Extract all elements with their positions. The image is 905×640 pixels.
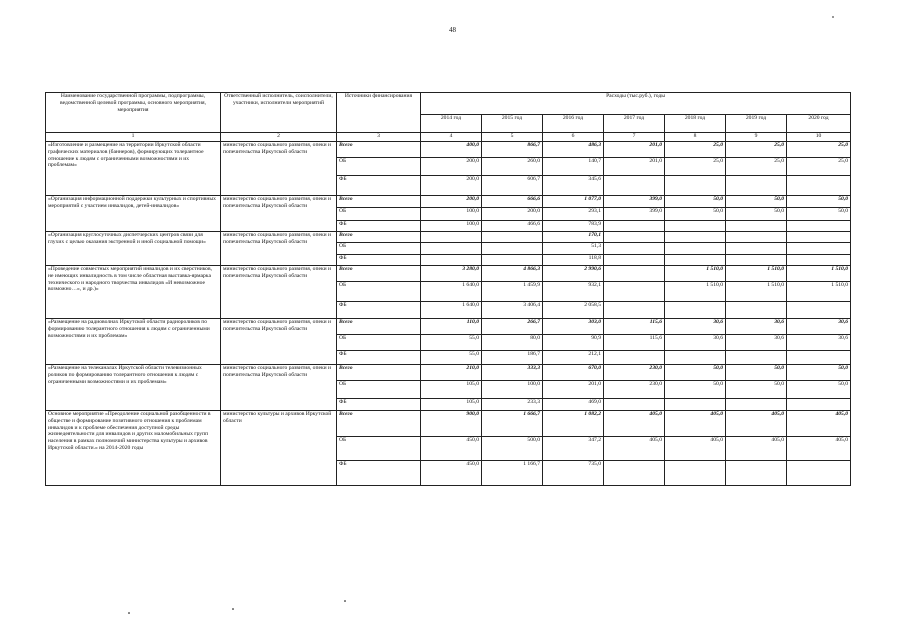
- expense-value: 30,6: [787, 319, 851, 335]
- activity-executor: министерство культуры и архивов Иркутской области: [221, 411, 337, 486]
- expense-value: [604, 176, 665, 196]
- expense-value: 1 510,0: [787, 266, 851, 282]
- column-number: 4: [421, 133, 482, 142]
- expense-value: 1 082,2: [543, 411, 604, 437]
- expense-value: [726, 461, 787, 486]
- expense-value: 50,0: [726, 365, 787, 381]
- expense-value: 200,0: [421, 176, 482, 196]
- expense-value: 233,3: [482, 399, 543, 411]
- expenses-table: [45, 92, 851, 486]
- expense-value: 1 459,9: [482, 282, 543, 302]
- expense-value: [787, 176, 851, 196]
- funding-source: ФБ: [337, 351, 421, 365]
- expense-value: [665, 351, 726, 365]
- column-number: 2: [221, 133, 337, 142]
- expense-value: 303,0: [543, 319, 604, 335]
- expense-value: 25,0: [787, 142, 851, 158]
- expense-value: 1 640,0: [421, 302, 482, 319]
- expense-value: 783,9: [543, 221, 604, 232]
- expense-value: 200,0: [482, 208, 543, 221]
- expense-value: 293,1: [543, 208, 604, 221]
- funding-source: Всего: [337, 319, 421, 335]
- expense-value: 210,0: [421, 365, 482, 381]
- expense-value: [665, 232, 726, 243]
- expense-value: [604, 282, 665, 302]
- expense-value: 450,0: [421, 437, 482, 461]
- expense-value: 25,0: [665, 142, 726, 158]
- header-year: 2015 год: [482, 115, 543, 133]
- expense-value: [787, 302, 851, 319]
- expense-value: 118,8: [543, 255, 604, 266]
- expense-value: [421, 243, 482, 255]
- expense-value: 1 510,0: [726, 266, 787, 282]
- funding-source: ФБ: [337, 461, 421, 486]
- expense-value: 450,0: [421, 461, 482, 486]
- expense-value: [665, 302, 726, 319]
- activity-name: «Проведение совместных мероприятий инвалидов и их сверстников, не имеющих инвалидность в том числе областная выставка-ярмарка технического и народного творчества инвалидов «И невозможное возможно…», и др.)»: [46, 266, 221, 319]
- expense-value: [482, 255, 543, 266]
- expense-value: [665, 221, 726, 232]
- column-number: 3: [337, 133, 421, 142]
- expense-value: 230,0: [604, 381, 665, 399]
- expense-value: 201,0: [604, 158, 665, 176]
- expense-value: [726, 243, 787, 255]
- expense-value: 100,0: [482, 381, 543, 399]
- expense-value: 50,0: [665, 365, 726, 381]
- expense-value: 1 666,7: [482, 411, 543, 437]
- expense-value: 405,0: [665, 411, 726, 437]
- header-executor: Ответственный исполнитель, соисполнители, участники, исполнители мероприятий: [221, 93, 337, 133]
- expense-value: [726, 351, 787, 365]
- expense-value: 30,6: [665, 319, 726, 335]
- expense-value: 25,0: [726, 158, 787, 176]
- expense-value: 30,6: [787, 335, 851, 351]
- header-expenses: Расходы (тыс.руб.), годы: [421, 93, 851, 115]
- column-number: 6: [543, 133, 604, 142]
- expense-value: 469,0: [543, 399, 604, 411]
- funding-source: ОБ: [337, 437, 421, 461]
- table-row: [46, 365, 851, 381]
- table-row: [46, 196, 851, 208]
- expense-value: 399,0: [604, 196, 665, 208]
- expense-value: [482, 232, 543, 243]
- scan-speck: [832, 16, 834, 18]
- expense-value: 201,0: [604, 142, 665, 158]
- expense-value: 110,0: [421, 319, 482, 335]
- expense-value: 200,0: [421, 158, 482, 176]
- expense-value: [787, 243, 851, 255]
- expense-value: 80,0: [482, 335, 543, 351]
- scan-speck: [128, 612, 130, 614]
- expense-value: 399,0: [604, 208, 665, 221]
- expense-value: [604, 221, 665, 232]
- expense-value: 100,0: [421, 221, 482, 232]
- expense-value: 50,0: [787, 208, 851, 221]
- expense-value: 4 866,3: [482, 266, 543, 282]
- table-row: [46, 319, 851, 335]
- header-year: 2014 год: [421, 115, 482, 133]
- expense-value: 100,0: [421, 208, 482, 221]
- header-year: 2019 год: [726, 115, 787, 133]
- expense-value: 3 280,0: [421, 266, 482, 282]
- funding-source: ОБ: [337, 243, 421, 255]
- table-row: [46, 411, 851, 437]
- column-number: 5: [482, 133, 543, 142]
- expense-value: 260,0: [482, 158, 543, 176]
- expense-value: 1 510,0: [665, 282, 726, 302]
- expense-value: 466,6: [482, 221, 543, 232]
- expense-value: 405,0: [604, 411, 665, 437]
- scan-speck: [232, 608, 234, 610]
- activity-executor: министерство социального развития, опеки и попечительства Иркутской области: [221, 319, 337, 365]
- expense-value: 866,7: [482, 142, 543, 158]
- funding-source: ФБ: [337, 399, 421, 411]
- expense-value: 900,0: [421, 411, 482, 437]
- expense-value: [604, 243, 665, 255]
- expense-value: 105,0: [421, 399, 482, 411]
- expense-value: 2 058,5: [543, 302, 604, 319]
- funding-source: Всего: [337, 142, 421, 158]
- expense-value: [726, 176, 787, 196]
- expense-value: 405,0: [787, 437, 851, 461]
- expense-value: 25,0: [787, 158, 851, 176]
- expense-value: 932,1: [543, 282, 604, 302]
- funding-source: ОБ: [337, 282, 421, 302]
- header-year: 2016 год: [543, 115, 604, 133]
- header-year: 2020 год: [787, 115, 851, 133]
- expense-value: 670,0: [543, 365, 604, 381]
- header-name: Наименование государственной программы, подпрограммы, ведомственной целевой программы, основного мероприятия, мероприятия: [46, 93, 221, 133]
- table-row: [46, 142, 851, 158]
- activity-executor: министерство социального развития, опеки и попечительства Иркутской области: [221, 266, 337, 319]
- expense-value: 1 510,0: [726, 282, 787, 302]
- expense-value: 405,0: [726, 411, 787, 437]
- expense-value: 400,0: [421, 142, 482, 158]
- expense-value: 500,0: [482, 437, 543, 461]
- expense-value: [726, 255, 787, 266]
- expense-value: [726, 399, 787, 411]
- expense-value: [604, 399, 665, 411]
- expense-value: 345,6: [543, 176, 604, 196]
- expense-value: 50,0: [787, 196, 851, 208]
- expense-value: 51,3: [543, 243, 604, 255]
- expense-value: 1 166,7: [482, 461, 543, 486]
- activity-name: «Размещение на телеканалах Иркутской области телевизионных роликов по формированию толерантного отношения к людям с ограниченными возможностями и их проблемам»: [46, 365, 221, 411]
- activity-name: «Организация информационной поддержки культурных и спортивных мероприятий с участием инвалидов, детей-инвалидов»: [46, 196, 221, 232]
- funding-source: ФБ: [337, 176, 421, 196]
- funding-source: Всего: [337, 196, 421, 208]
- scan-speck: [344, 600, 346, 602]
- activity-name: «Организация круглосуточных диспетчерских центров связи для глухих с целью оказания экстренной и иной социальной помощи»: [46, 232, 221, 266]
- expense-value: 200,0: [421, 196, 482, 208]
- expense-value: [421, 255, 482, 266]
- expense-value: [604, 302, 665, 319]
- expense-value: 50,0: [665, 208, 726, 221]
- activity-name: «Размещение на радиоволнах Иркутской области радиороликов по формированию толерантного отношения к людям с ограниченными возможностями и их проблемам»: [46, 319, 221, 365]
- funding-source: ОБ: [337, 335, 421, 351]
- expense-value: 50,0: [787, 365, 851, 381]
- expense-value: [787, 461, 851, 486]
- funding-source: ФБ: [337, 221, 421, 232]
- expense-value: [665, 255, 726, 266]
- expense-value: [604, 255, 665, 266]
- expense-value: [726, 302, 787, 319]
- expense-value: 333,3: [482, 365, 543, 381]
- funding-source: ФБ: [337, 255, 421, 266]
- expense-value: 405,0: [604, 437, 665, 461]
- expense-value: 1 077,0: [543, 196, 604, 208]
- expense-value: 30,6: [665, 335, 726, 351]
- funding-source: ОБ: [337, 208, 421, 221]
- expense-value: [726, 232, 787, 243]
- funding-source: Всего: [337, 411, 421, 437]
- activity-name: «Изготовление и размещение на территории Иркутской области графических материалов (баннеров), формирующих толерантное отношение к людям с ограниченными возможностями и их проблемам»: [46, 142, 221, 196]
- expense-value: 30,6: [726, 335, 787, 351]
- expense-value: 1 510,0: [787, 282, 851, 302]
- funding-source: Всего: [337, 266, 421, 282]
- expense-value: 405,0: [726, 437, 787, 461]
- expense-value: 606,7: [482, 176, 543, 196]
- column-number: 1: [46, 133, 221, 142]
- table-row: [46, 266, 851, 282]
- expense-value: [482, 243, 543, 255]
- expense-value: 212,1: [543, 351, 604, 365]
- expense-value: 230,0: [604, 365, 665, 381]
- expense-value: 50,0: [726, 381, 787, 399]
- expense-value: 55,0: [421, 351, 482, 365]
- expense-value: [665, 461, 726, 486]
- expense-value: 2 990,6: [543, 266, 604, 282]
- column-number: 9: [726, 133, 787, 142]
- header-source: Источники финансирования: [337, 93, 421, 133]
- expense-value: 266,7: [482, 319, 543, 335]
- expense-value: 405,0: [787, 411, 851, 437]
- expense-value: [787, 399, 851, 411]
- expense-value: 25,0: [665, 158, 726, 176]
- expense-value: 25,0: [726, 142, 787, 158]
- column-number: 10: [787, 133, 851, 142]
- expense-value: [787, 351, 851, 365]
- expense-value: [604, 351, 665, 365]
- expense-value: 55,0: [421, 335, 482, 351]
- expense-value: 50,0: [665, 381, 726, 399]
- expense-value: [604, 461, 665, 486]
- expense-value: [787, 232, 851, 243]
- expense-value: 3 406,4: [482, 302, 543, 319]
- column-number: 7: [604, 133, 665, 142]
- funding-source: ФБ: [337, 302, 421, 319]
- expense-value: 201,0: [543, 381, 604, 399]
- expense-value: 50,0: [665, 196, 726, 208]
- expense-value: [665, 243, 726, 255]
- page-number: 48: [449, 26, 456, 34]
- funding-source: ОБ: [337, 381, 421, 399]
- expense-value: 30,6: [726, 319, 787, 335]
- expense-value: 50,0: [726, 208, 787, 221]
- activity-name: Основное мероприятие «Преодоление социальной разобщенности в обществе и формирование позитивного отношения к проблемам инвалидов и к проблеме обеспечения доступной среды жизнедеятельности для инвалидов и других маломобильных групп населения в рамках полномочий министерства культуры и архивов Иркутской области.» на 2014-2020 годы: [46, 411, 221, 486]
- expense-value: 115,6: [604, 319, 665, 335]
- expense-value: 90,9: [543, 335, 604, 351]
- expense-value: 50,0: [726, 196, 787, 208]
- expense-value: [665, 399, 726, 411]
- expense-value: [787, 221, 851, 232]
- expense-value: [604, 232, 665, 243]
- expense-value: 140,7: [543, 158, 604, 176]
- expense-value: 186,7: [482, 351, 543, 365]
- funding-source: ОБ: [337, 158, 421, 176]
- expense-value: 1 640,0: [421, 282, 482, 302]
- activity-executor: министерство социального развития, опеки и попечительства Иркутской области: [221, 232, 337, 266]
- activity-executor: министерство социального развития, опеки и попечительства Иркутской области: [221, 142, 337, 196]
- expense-value: [421, 232, 482, 243]
- expense-value: 115,6: [604, 335, 665, 351]
- expense-value: [665, 176, 726, 196]
- expense-value: 735,0: [543, 461, 604, 486]
- activity-executor: министерство социального развития, опеки и попечительства Иркутской области: [221, 365, 337, 411]
- funding-source: Всего: [337, 365, 421, 381]
- header-year: 2017 год: [604, 115, 665, 133]
- expense-value: 347,2: [543, 437, 604, 461]
- expense-value: 50,0: [787, 381, 851, 399]
- expense-value: 170,1: [543, 232, 604, 243]
- table-row: [46, 232, 851, 243]
- expense-value: 405,0: [665, 437, 726, 461]
- expense-value: 105,0: [421, 381, 482, 399]
- expense-value: [787, 255, 851, 266]
- activity-executor: министерство социального развития, опеки и попечительства Иркутской области: [221, 196, 337, 232]
- expense-value: 1 510,0: [665, 266, 726, 282]
- funding-source: Всего: [337, 232, 421, 243]
- expense-value: [726, 221, 787, 232]
- expense-value: 486,3: [543, 142, 604, 158]
- column-number: 8: [665, 133, 726, 142]
- expense-value: 666,6: [482, 196, 543, 208]
- header-year: 2018 год: [665, 115, 726, 133]
- expense-value: [604, 266, 665, 282]
